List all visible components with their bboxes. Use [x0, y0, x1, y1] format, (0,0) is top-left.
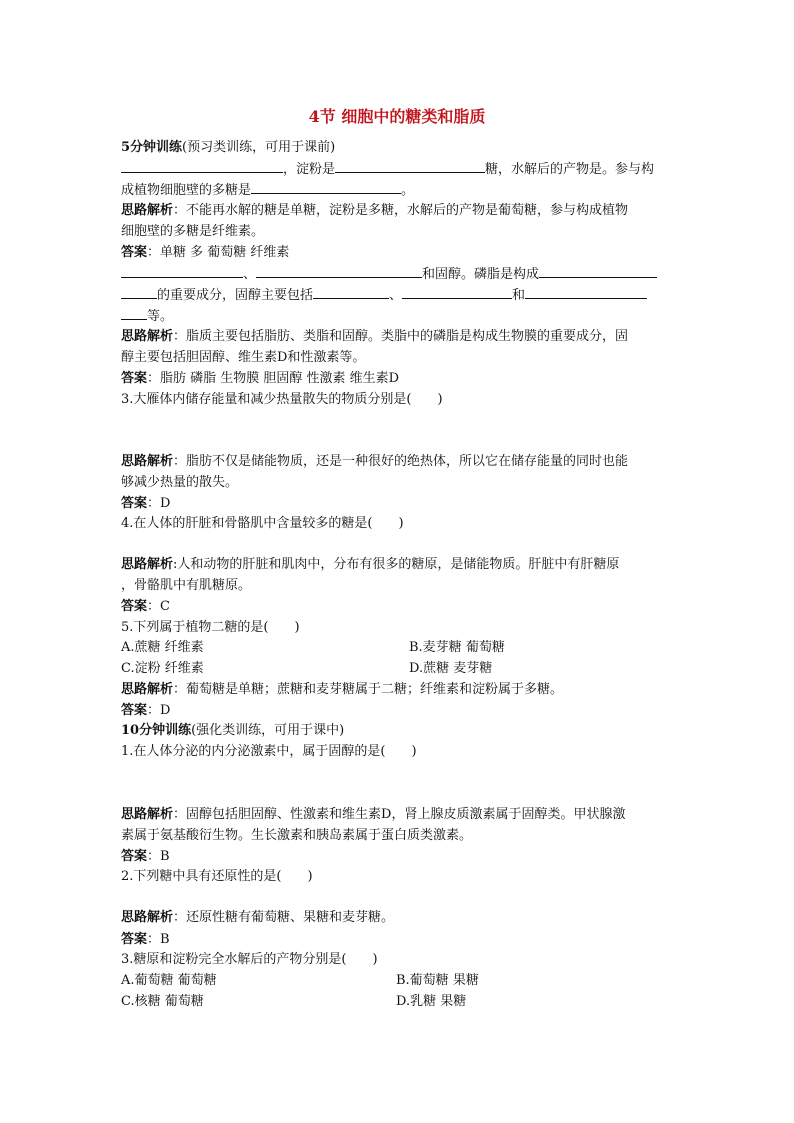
s2-q3-option-a: A.葡萄糖 葡萄糖	[121, 973, 217, 988]
q5-option-c: C.淀粉 纤维素	[121, 661, 204, 676]
q5-option-a: A.蔗糖 纤维素	[121, 640, 204, 655]
blank	[121, 264, 243, 278]
q2-line2: 的重要成分，固醇主要包括 、 和	[121, 285, 647, 306]
q2-answer: 答案：脂肪 磷脂 生物膜 胆固醇 性激素 维生素D	[121, 371, 400, 386]
s2-q1-explanation: 思路解析：固醇包括胆固醇、性激素和维生素D，肾上腺皮质激素属于固醇类。甲状腺激	[121, 807, 626, 822]
s2-q3-option-c: C.核糖 葡萄糖	[121, 994, 204, 1009]
blank	[525, 285, 647, 299]
q5-explanation: 思路解析：葡萄糖是单糖；蔗糖和麦芽糖属于二糖；纤维素和淀粉属于多糖。	[121, 682, 564, 697]
blank	[121, 285, 157, 299]
blank	[256, 264, 422, 278]
s2-q2-explanation: 思路解析：还原性糖有葡萄糖、果糖和麦芽糖。	[121, 910, 395, 925]
blank	[335, 159, 485, 173]
q5-stem: 5.下列属于植物二糖的是( )	[121, 620, 300, 635]
q1-answer: 答案：单糖 多 葡萄糖 纤维素	[121, 245, 290, 260]
blank	[402, 285, 512, 299]
section-header-5min: 5分钟训练(预习类训练，可用于课前)	[121, 140, 336, 155]
q4-explanation: 思路解析:人和动物的肝脏和肌肉中，分布有很多的糖原，是储能物质。肝脏中有肝糖原	[121, 557, 620, 572]
q5-option-b: B.麦芽糖 葡萄糖	[409, 640, 505, 655]
s2-q3-stem: 3.糖原和淀粉完全水解后的产物分别是( )	[121, 952, 378, 967]
blank	[121, 306, 147, 320]
q1-line2: 成植物细胞壁的多糖是 。	[121, 180, 414, 201]
q2-line1: 、 和固醇。磷脂是构成	[121, 264, 657, 285]
q3-explanation-cont: 够减少热量的散失。	[121, 475, 239, 490]
q5-answer: 答案：D	[121, 703, 171, 718]
q2-line3: 等。	[121, 306, 173, 327]
q4-stem: 4.在人体的肝脏和骨骼肌中含量较多的糖是( )	[121, 516, 404, 531]
blank	[121, 159, 283, 173]
q1-line1: ，淀粉是 糖，水解后的产物是。参与构	[121, 159, 654, 180]
s2-q3-option-d: D.乳糖 果糖	[396, 994, 467, 1009]
q1-explanation: 思路解析：不能再水解的糖是单糖，淀粉是多糖，水解后的产物是葡萄糖，参与构成植物	[121, 203, 629, 218]
q3-answer: 答案：D	[121, 496, 171, 511]
q2-explanation-cont: 醇主要包括胆固醇、维生素D和性激素等。	[121, 350, 366, 365]
q3-stem: 3.大雁体内储存能量和减少热量散失的物质分别是( )	[121, 392, 443, 407]
page-title: 4节 细胞中的糖类和脂质	[308, 107, 486, 126]
q4-explanation-cont: ，骨骼肌中有肌糖原。	[121, 578, 252, 593]
q4-answer: 答案：C	[121, 599, 170, 614]
q2-explanation: 思路解析：脂质主要包括脂肪、类脂和固醇。类脂中的磷脂是构成生物膜的重要成分，固	[121, 329, 629, 344]
s2-q1-explanation-cont: 素属于氨基酸衍生物。生长激素和胰岛素属于蛋白质类激素。	[121, 828, 473, 843]
q3-explanation: 思路解析：脂肪不仅是储能物质，还是一种很好的绝热体，所以它在储存能量的同时也能	[121, 454, 629, 469]
s2-q1-stem: 1.在人体分泌的内分泌激素中，属于固醇的是( )	[121, 744, 417, 759]
s2-q2-stem: 2.下列糖中具有还原性的是( )	[121, 869, 313, 884]
s2-q3-option-b: B.葡萄糖 果糖	[396, 973, 479, 988]
s2-q2-answer: 答案：B	[121, 932, 170, 947]
blank	[539, 264, 657, 278]
blank	[251, 180, 401, 194]
s2-q1-answer: 答案：B	[121, 849, 170, 864]
section-header-10min: 10分钟训练(强化类训练，可用于课中)	[121, 723, 345, 738]
q1-explanation-cont: 细胞壁的多糖是纤维素。	[121, 224, 265, 239]
q5-option-d: D.蔗糖 麦芽糖	[409, 661, 493, 676]
blank	[313, 285, 389, 299]
